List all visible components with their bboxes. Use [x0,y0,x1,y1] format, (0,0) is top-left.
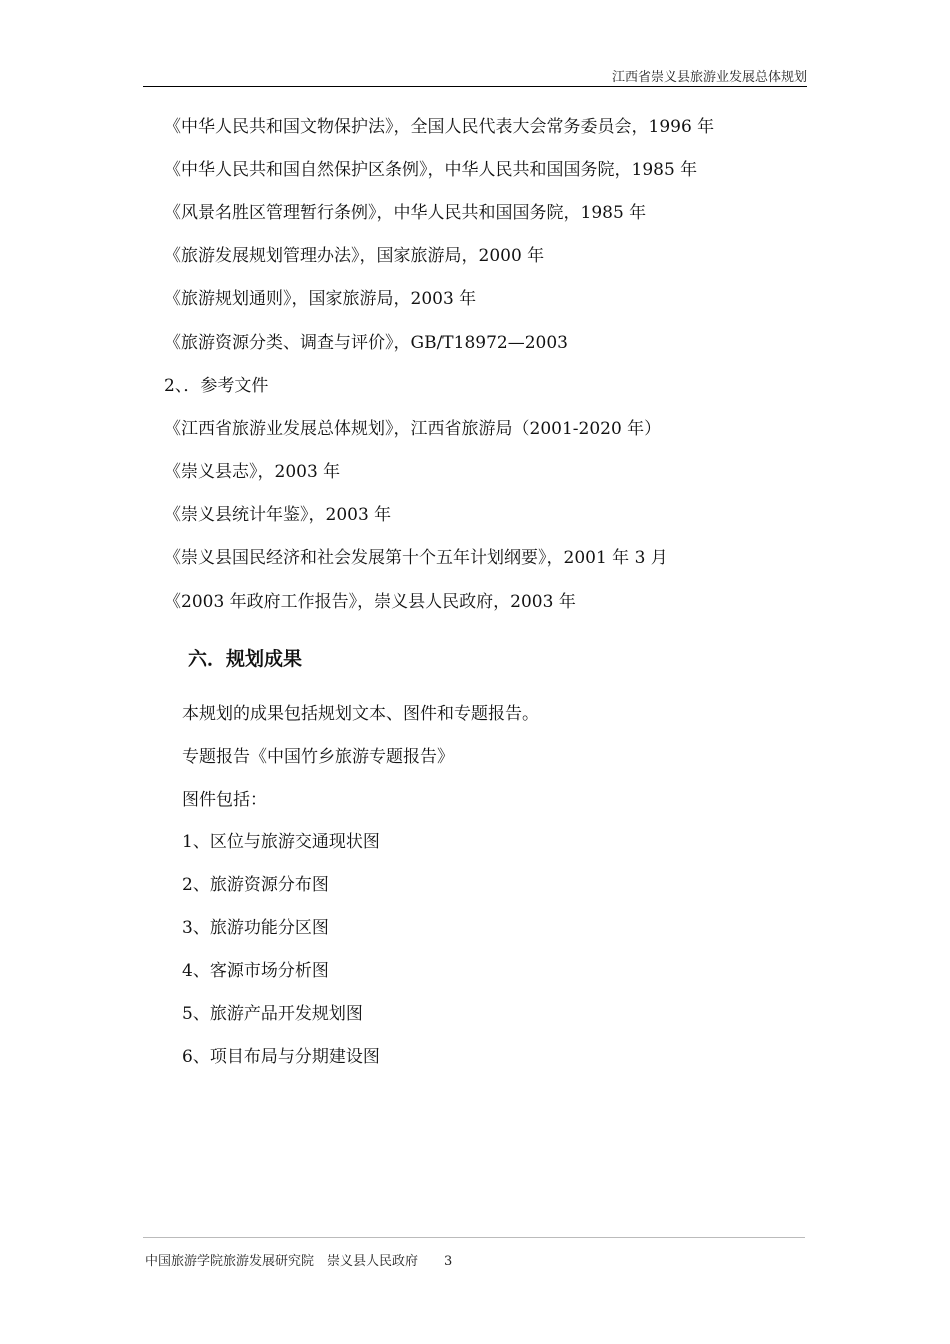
reference-item: 《崇义县国民经济和社会发展第十个五年计划纲要》，2001 年 3 月 [164,548,668,568]
body-paragraph: 专题报告《中国竹乡旅游专题报告》 [182,747,454,767]
law-item: 《旅游发展规划管理办法》，国家旅游局，2000 年 [164,246,545,266]
law-item: 《中华人民共和国文物保护法》，全国人民代表大会常务委员会，1996 年 [164,117,715,137]
reference-item: 《2003 年政府工作报告》，崇义县人民政府，2003 年 [164,592,576,612]
footer-rule [143,1237,805,1238]
footer-org: 中国旅游学院旅游发展研究院 崇义县人民政府 [145,1254,419,1269]
section-heading: 六．规划成果 [188,648,303,670]
figure-item: 3、旅游功能分区图 [182,918,329,938]
body-paragraph: 本规划的成果包括规划文本、图件和专题报告。 [182,704,539,724]
reference-item: 《崇义县统计年鉴》，2003 年 [164,505,392,525]
reference-heading: 2、．参考文件 [164,376,269,396]
body-paragraph: 图件包括： [182,790,267,810]
figure-item: 6、项目布局与分期建设图 [182,1047,380,1067]
figure-item: 4、客源市场分析图 [182,961,329,981]
figure-item: 2、旅游资源分布图 [182,875,329,895]
figure-item: 1、区位与旅游交通现状图 [182,832,380,852]
law-item: 《旅游资源分类、调查与评价》，GB/T18972—2003 [164,333,568,353]
footer-text [145,1250,452,1269]
page-number: 3 [444,1254,453,1269]
law-item: 《风景名胜区管理暂行条例》，中华人民共和国国务院，1985 年 [164,203,647,223]
reference-item: 《崇义县志》，2003 年 [164,462,341,482]
law-item: 《旅游规划通则》，国家旅游局，2003 年 [164,289,477,309]
law-item: 《中华人民共和国自然保护区条例》，中华人民共和国国务院，1985 年 [164,160,698,180]
header-title: 江西省崇义县旅游业发展总体规划 [611,70,807,85]
header-rule [143,86,807,87]
reference-item: 《江西省旅游业发展总体规划》，江西省旅游局（2001-2020 年） [164,419,662,439]
figure-item: 5、旅游产品开发规划图 [182,1004,363,1024]
